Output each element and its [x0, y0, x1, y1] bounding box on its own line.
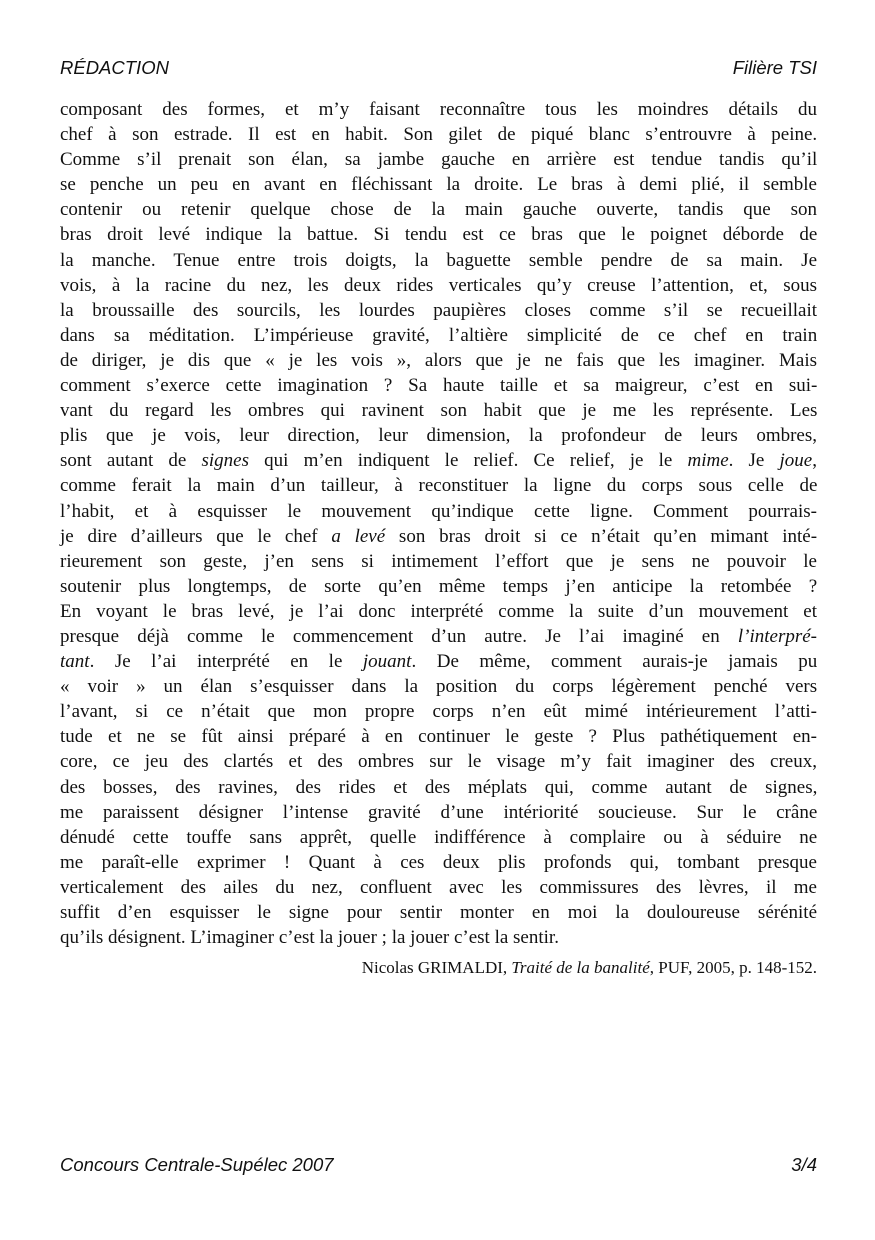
text-line: [60, 699, 817, 724]
italic-segment: joue: [779, 450, 813, 472]
footer-page-number: 3/4: [791, 1154, 817, 1175]
text-line: [60, 499, 817, 524]
text-segment: soutenir plus longtemps, de sorte qu’en même temps j’en anticipe la retombée ?: [60, 575, 818, 597]
text-line: [60, 724, 817, 749]
text-segment: Comme s’il prenait son élan, sa jambe gauche en arrière est tendue tandis qu’il: [60, 149, 818, 171]
text-line: [60, 273, 817, 298]
text-line: [60, 749, 817, 774]
text-segment: sont autant de: [60, 450, 202, 472]
italic-segment: l’interpré-: [737, 625, 817, 647]
text-segment: je dire d’ailleurs que le chef: [60, 525, 332, 547]
text-line: [60, 122, 817, 147]
text-segment: suffit d’en esquisser le signe pour sentir monter en moi la douloureuse sérénité: [60, 902, 817, 923]
text-line: [60, 323, 817, 348]
text-line: [60, 649, 817, 674]
citation-publisher: , PUF, 2005, p. 148-152.: [649, 958, 817, 977]
text-segment: . De même, comment aurais-je jamais pu: [411, 651, 818, 673]
text-line: [60, 524, 817, 549]
text-segment: bras droit levé indique la battue. Si tendu est ce bras que le poignet déborde de: [60, 224, 818, 246]
text-line: [60, 900, 817, 925]
text-line: [60, 549, 817, 574]
text-segment: ,: [812, 450, 817, 472]
text-segment: chef à son estrade. Il est en habit. Son gilet de piqué blanc s’entrouvre à peine.: [60, 124, 818, 146]
text-line: [60, 574, 817, 599]
text-segment: tude et ne se fût ainsi préparé à en continuer le geste ? Plus pathétiquement en-: [60, 726, 817, 748]
text-segment: l’habit, et à esquisser le mouvement qu’indique cette ligne. Comment pourrais-: [60, 500, 817, 522]
text-line: [60, 825, 817, 850]
text-line: [60, 775, 817, 800]
text-line: [60, 222, 817, 247]
text-segment: . Je l’ai interprété en le: [89, 651, 363, 673]
page-header: [60, 57, 817, 79]
text-line: [60, 97, 817, 122]
text-line: [60, 373, 817, 398]
text-line: [60, 925, 817, 950]
text-segment: comme ferait la main d’un tailleur, à reconstituer la ligne du corps sous celle de: [60, 475, 818, 497]
text-line: [60, 172, 817, 197]
italic-segment: tant: [60, 651, 90, 673]
text-line: [60, 674, 817, 699]
text-segment: me paraissent désigner l’intense gravité d’une intériorité soucieuse. Sur le crâne: [60, 801, 818, 823]
text-segment: vant du regard les ombres qui ravinent son habit que je me les représente. Les: [60, 400, 818, 422]
header-track-name: Filière TSI: [732, 57, 817, 78]
text-line: [60, 599, 817, 624]
text-line: [60, 398, 817, 423]
text-line: [60, 473, 817, 498]
citation: [362, 957, 817, 979]
text-line: [60, 850, 817, 875]
text-line: [60, 197, 817, 222]
text-segment: l’avant, si ce n’était que mon propre corps n’en eût mimé intérieurement l’atti-: [60, 701, 817, 723]
text-segment: verticalement des ailes du nez, confluent avec les commissures des lèvres, il me: [60, 876, 817, 898]
text-line: [60, 875, 817, 900]
header-section-title: RÉDACTION: [60, 57, 169, 78]
text-line: [60, 448, 817, 473]
text-segment: En voyant le bras levé, je l’ai donc interprété comme la suite d’un mouvement et: [60, 600, 817, 622]
text-segment: composant des formes, et m’y faisant reconnaître tous les moindres détails du: [60, 99, 817, 120]
text-segment: me paraît-elle exprimer ! Quant à ces deux plis profonds qui, tombant presque: [60, 851, 817, 873]
text-segment: plis que je vois, leur direction, leur dimension, la profondeur de leurs ombres,: [60, 425, 817, 447]
text-segment: qui m’en indiquent le relief. Ce relief, je le: [248, 450, 688, 472]
text-segment: vois, à la racine du nez, les deux rides verticales qu’y creuse l’attention, et, sous: [60, 274, 817, 296]
text-segment: presque déjà comme le commencement d’un autre. Je l’ai imaginé en: [60, 625, 738, 647]
text-segment: contenir ou retenir quelque chose de la main gauche ouverte, tandis que son: [60, 199, 817, 221]
essay-text: [60, 97, 817, 950]
text-segment: « voir » un élan s’esquisser dans la position du corps légèrement penché vers: [60, 676, 818, 698]
text-line: [60, 248, 817, 273]
text-line: [60, 147, 817, 172]
text-line: [60, 423, 817, 448]
page-footer: [60, 1154, 817, 1176]
italic-segment: signes: [201, 450, 249, 472]
text-segment: qu’ils désignent. L’imaginer c’est la jouer ; la jouer c’est la sentir.: [60, 927, 559, 949]
text-segment: dénudé cette touffe sans apprêt, quelle indifférence à complaire ou à séduire ne: [60, 826, 818, 848]
text-segment: son bras droit si ce n’était qu’en mimant inté-: [385, 525, 818, 547]
citation-title: Traité de la banalité: [511, 958, 650, 977]
text-segment: la manche. Tenue entre trois doigts, la baguette semble pendre de sa main. Je: [60, 249, 817, 271]
text-line: [60, 624, 817, 649]
text-segment: . Je: [728, 450, 780, 472]
text-segment: dans sa méditation. L’impérieuse gravité, l’altière simplicité de ce chef en train: [60, 324, 818, 346]
text-line: [60, 800, 817, 825]
italic-segment: mime: [687, 450, 729, 472]
italic-segment: a levé: [331, 525, 386, 547]
text-segment: des bosses, des ravines, des rides et des méplats qui, comme autant de signes,: [60, 776, 818, 798]
text-segment: se penche un peu en avant en fléchissant la droite. Le bras à demi plié, il semble: [60, 174, 817, 196]
text-segment: comment s’exerce cette imagination ? Sa haute taille et sa maigreur, c’est en sui-: [60, 375, 818, 397]
italic-segment: jouant: [362, 651, 412, 673]
text-segment: core, ce jeu des clartés et des ombres sur le visage m’y fait imaginer des creux,: [60, 751, 817, 773]
text-line: [60, 298, 817, 323]
text-segment: la broussaille des sourcils, les lourdes paupières closes comme s’il se recueillait: [60, 299, 817, 321]
citation-author: Nicolas GRIMALDI,: [361, 958, 512, 977]
text-segment: rieurement son geste, j’en sens si intimement l’effort que je sens ne pouvoir le: [60, 550, 817, 572]
footer-exam-name: Concours Centrale-Supélec 2007: [60, 1154, 334, 1175]
text-line: [60, 348, 817, 373]
text-segment: de diriger, je dis que « je les vois », alors que je ne fais que les imaginer. Mais: [60, 349, 817, 371]
